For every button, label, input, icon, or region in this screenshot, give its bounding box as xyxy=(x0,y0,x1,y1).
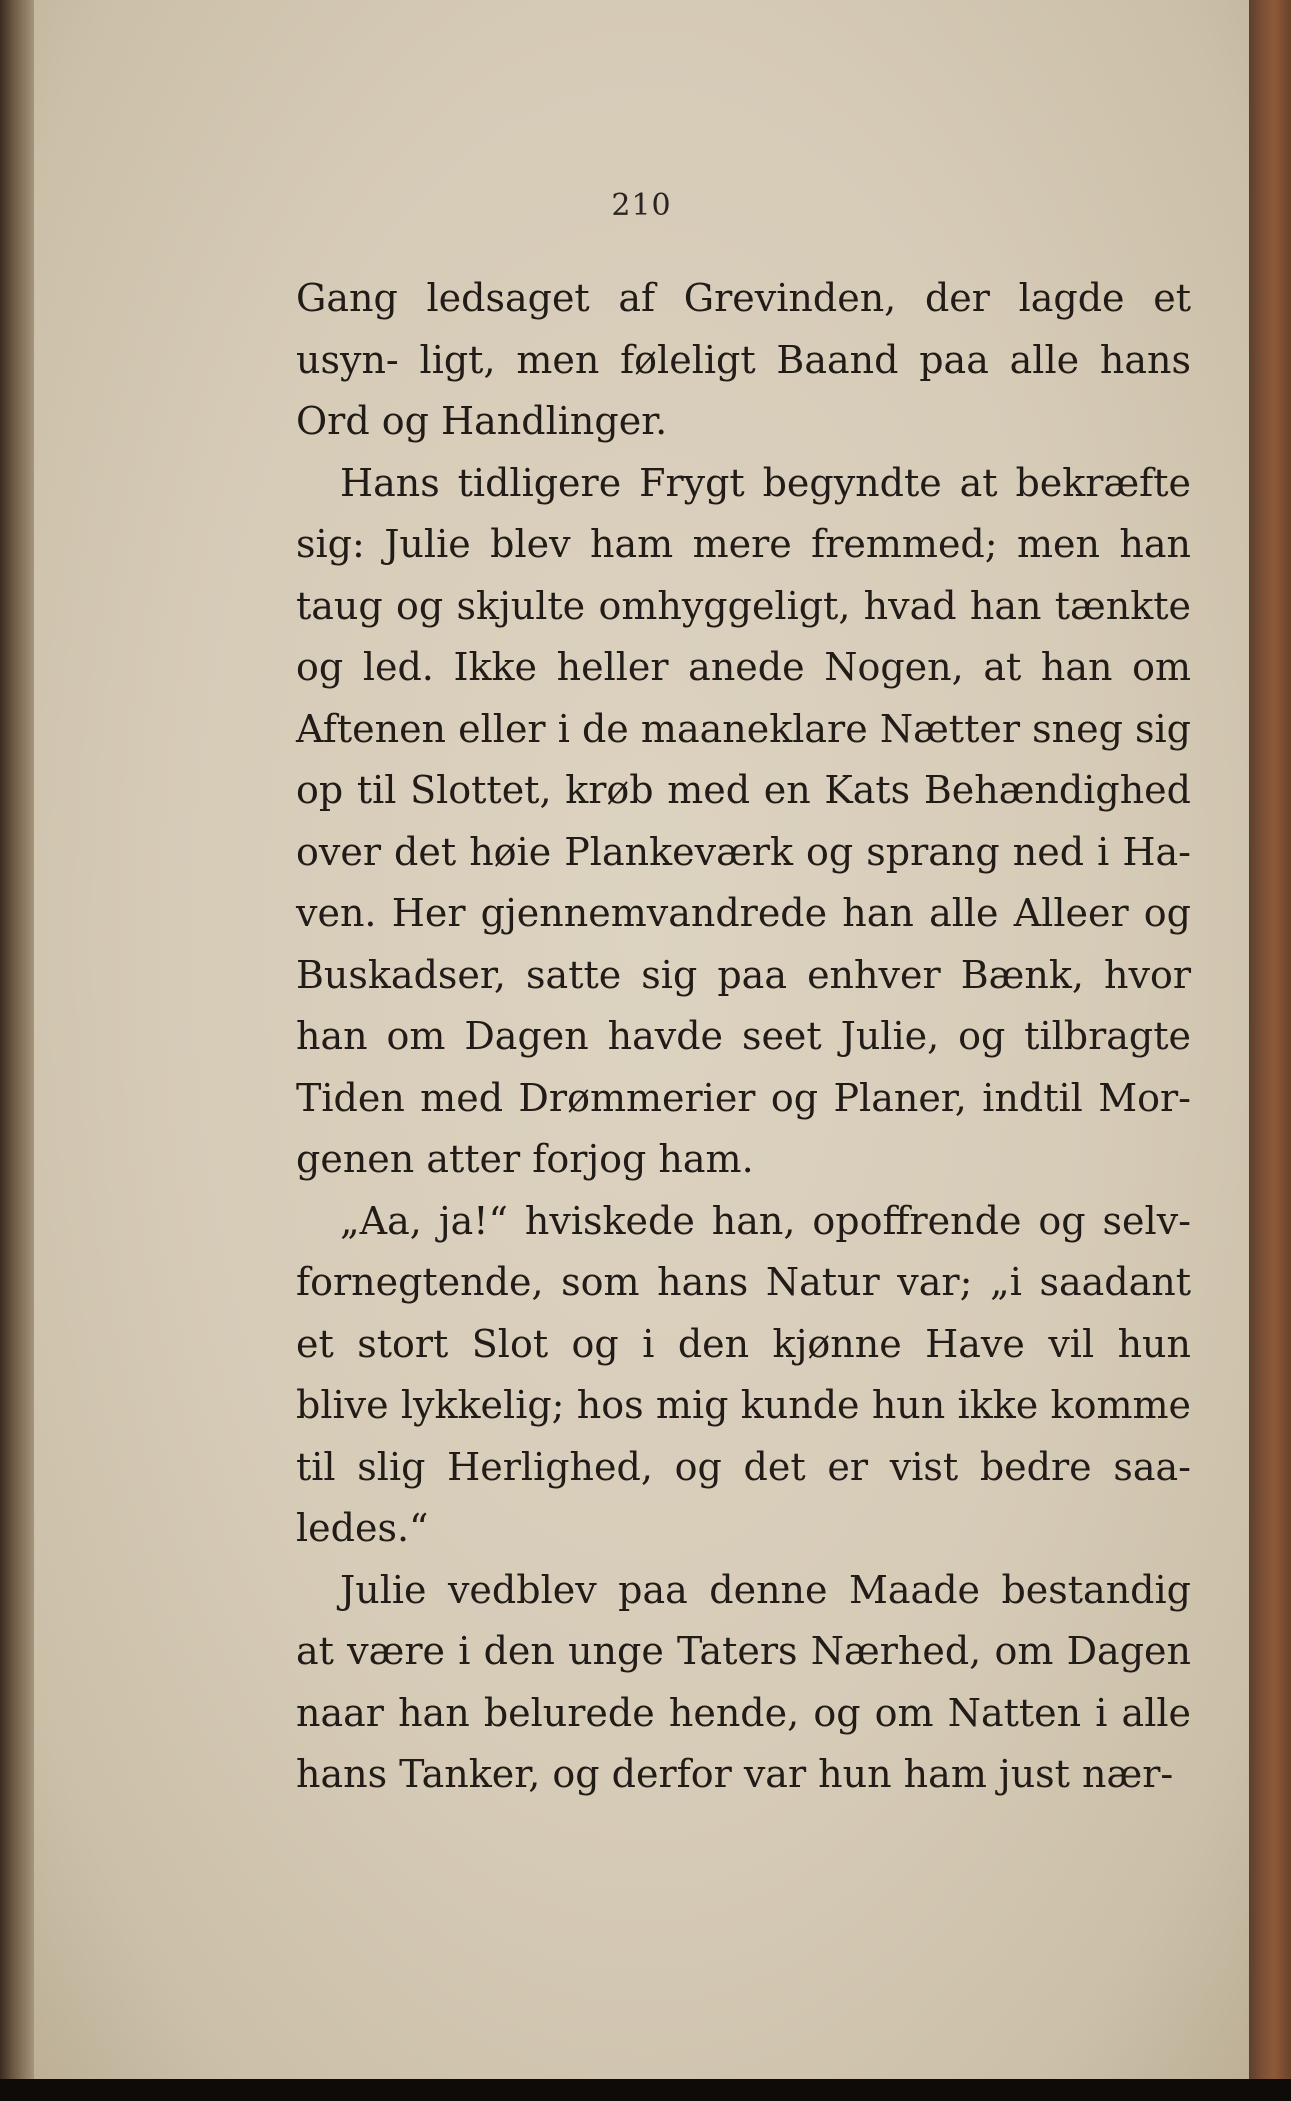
paragraph-1: Gang ledsaget af Grevinden, der lagde et usyn- ligt, men føleligt Baand paa alle hans Ord og Handlinger. xyxy=(296,276,1191,443)
page-gutter xyxy=(0,0,34,2101)
book-cover-edge xyxy=(1249,0,1291,2101)
body-text xyxy=(296,268,1191,1806)
paragraph-3: „Aa, ja!“ hviskede han, opoffrende og selv- fornegtende, som hans Natur var; „i saadant et stort Slot og i den kjønne Have vil hun blive lykkelig; hos mig kunde hun ikke komme til slig Herlighed, og det er vist bedre saa- ledes.“ xyxy=(296,1198,1191,1550)
scan-bottom-edge xyxy=(0,2079,1291,2101)
paragraph-2: Hans tidligere Frygt begyndte at bekræfte sig: Julie blev ham mere fremmed; men han taug og skjulte omhyggeligt, hvad han tænkte og led. Ikke heller anede Nogen, at han om Aftenen eller i de maaneklare Nætter sneg sig op til Slottet, krøb med en Kats Behændighed over det høie Plankeværk og sprang ned i Ha- ven. Her gjennemvandrede han alle Alleer og Buskadser, satte sig paa enhver Bænk, hvor han om Dagen havde seet Julie, og tilbragte Tiden med Drømmerier og Planer, indtil Mor- genen atter forjog ham. xyxy=(296,460,1191,1181)
page-number: 210 xyxy=(611,188,672,223)
paper-page xyxy=(34,0,1249,2079)
paragraph-4: Julie vedblev paa denne Maade bestandig at være i den unge Taters Nærhed, om Dagen naar han belurede hende, og om Natten i alle hans Tanker, og derfor var hun ham just nær- xyxy=(296,1567,1191,1796)
